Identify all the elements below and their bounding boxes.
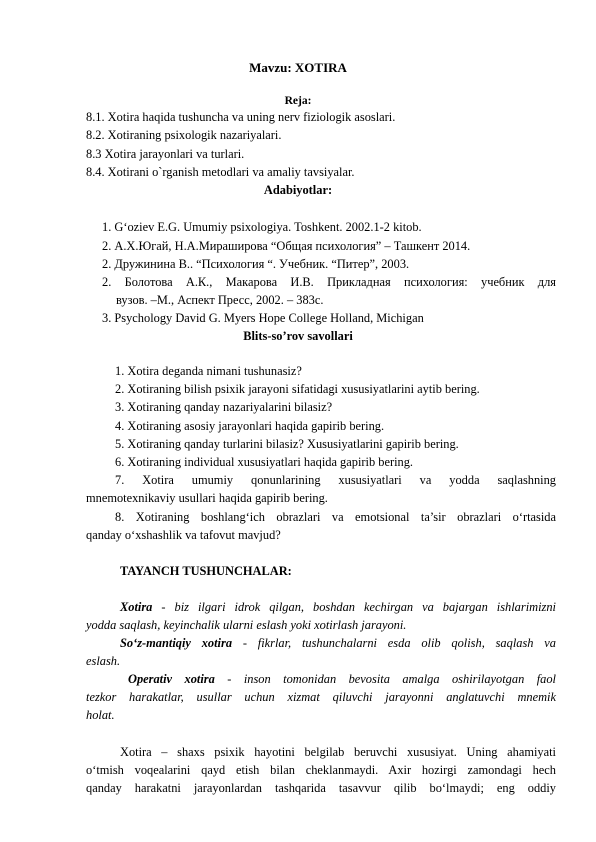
literature-item: 2. Болотова А.К., Макарова И.В. Прикладная психология: учебник для bbox=[102, 275, 556, 289]
definition-line bbox=[120, 600, 556, 615]
reja-item: 8.1. Xotira haqida tushuncha va uning nerv fiziologik asoslari. bbox=[86, 110, 396, 124]
body-paragraph-line: Xotira – shaxs psixik hayotini belgilab beruvchi xususiyat. Uning ahamiyati bbox=[120, 745, 556, 759]
question-item: 1. Xotira deganda nimani tushunasiz? bbox=[115, 364, 302, 378]
definition-line bbox=[120, 636, 556, 651]
definition-line: eslash. bbox=[86, 654, 121, 668]
reja-item: 8.3 Xotira jarayonlari va turlari. bbox=[86, 147, 245, 161]
question-item: 6. Xotiraning individual xususiyatlari haqida gapirib bering. bbox=[115, 455, 414, 469]
reja-item: 8.2. Xotiraning psixologik nazariyalari. bbox=[86, 128, 282, 142]
blits-heading: Blits-so’rov savollari bbox=[243, 329, 353, 343]
definition-term: So‘z-mantiqiy xotira bbox=[120, 636, 233, 650]
body-paragraph-line: qanday harakatni jarayonlardan tashqarida tasavvur qilib bo‘lmaydi; eng oddiy bbox=[86, 781, 556, 795]
definition-text: - fikrlar, tushunchalarni esda olib qolish, saqlash va bbox=[232, 636, 556, 650]
literature-item-continuation: вузов. –М., Аспект Пресс, 2002. – 383с. bbox=[116, 293, 324, 307]
question-item: 5. Xotiraning qanday turlarini bilasiz? Xususiyatlarini gapirib bering. bbox=[115, 437, 459, 451]
question-item: 4. Xotiraning asosiy jarayonlari haqida gapirib bering. bbox=[115, 419, 385, 433]
reja-item: 8.4. Xotirani o`rganish metodlari va amaliy tavsiyalar. bbox=[86, 165, 355, 179]
question-item: 2. Xotiraning bilish psixik jarayoni sifatidagi xususiyatlarini aytib bering. bbox=[115, 382, 480, 396]
question-item: 7. Xotira umumiy qonunlarining xususiyatlari va yodda saqlashning bbox=[115, 473, 556, 487]
literature-item: 2. Дружинина В.. “Психология “. Учебник. “Питер”, 2003. bbox=[102, 257, 410, 271]
question-item-continuation: mnemotexnikaviy usullari haqida gapirib bering. bbox=[86, 491, 328, 505]
page-title: Mavzu: XOTIRA bbox=[249, 60, 347, 75]
definition-text: - biz ilgari idrok qilgan, boshdan kechirgan va bajargan ishlarimizni bbox=[152, 600, 556, 614]
literature-item: 2. А.Х.Югай, Н.А.Миpашиpова “Общая психология” – Ташкент 2014. bbox=[102, 239, 471, 253]
reja-heading: Reja: bbox=[284, 95, 312, 107]
body-paragraph-line: o‘tmish voqealarini qayd etish bilan cheklanmaydi. Axir hozirgi zamondagi hech bbox=[86, 763, 556, 777]
question-item-continuation: qanday o‘xshashlik va tafovut mavjud? bbox=[86, 528, 281, 542]
literature-item: 1. G‘oziev E.G. Umumiy psixologiya. Toshkent. 2002.1-2 kitob. bbox=[102, 220, 422, 234]
question-item: 8. Xotiraning boshlang‘ich obrazlari va emotsional ta’sir obrazlari o‘rtasida bbox=[115, 510, 556, 524]
definition-term: Xotira bbox=[120, 600, 153, 614]
tayanch-heading: TAYANCH TUSHUNCHALAR: bbox=[120, 564, 292, 578]
definition-line: yodda saqlash, keyinchalik ularni eslash yoki xotirlash jarayoni. bbox=[86, 618, 407, 632]
literature-item: 3. Psychology David G. Myers Hope College Holland, Michigan bbox=[102, 311, 424, 325]
definition-term: Operativ xotira bbox=[128, 672, 215, 686]
definition-text: - inson tomonidan bevosita amalga oshirilayotgan faol bbox=[214, 672, 556, 686]
definition-line bbox=[128, 672, 556, 687]
question-item: 3. Xotiraning qanday nazariyalarini bilasiz? bbox=[115, 400, 333, 414]
definition-line: holat. bbox=[86, 708, 115, 722]
definition-line: tezkor harakatlar, usullar uchun xizmat qiluvchi jarayonni anglatuvchi mnemik bbox=[86, 690, 556, 704]
adabiyotlar-heading: Adabiyotlar: bbox=[263, 183, 333, 197]
